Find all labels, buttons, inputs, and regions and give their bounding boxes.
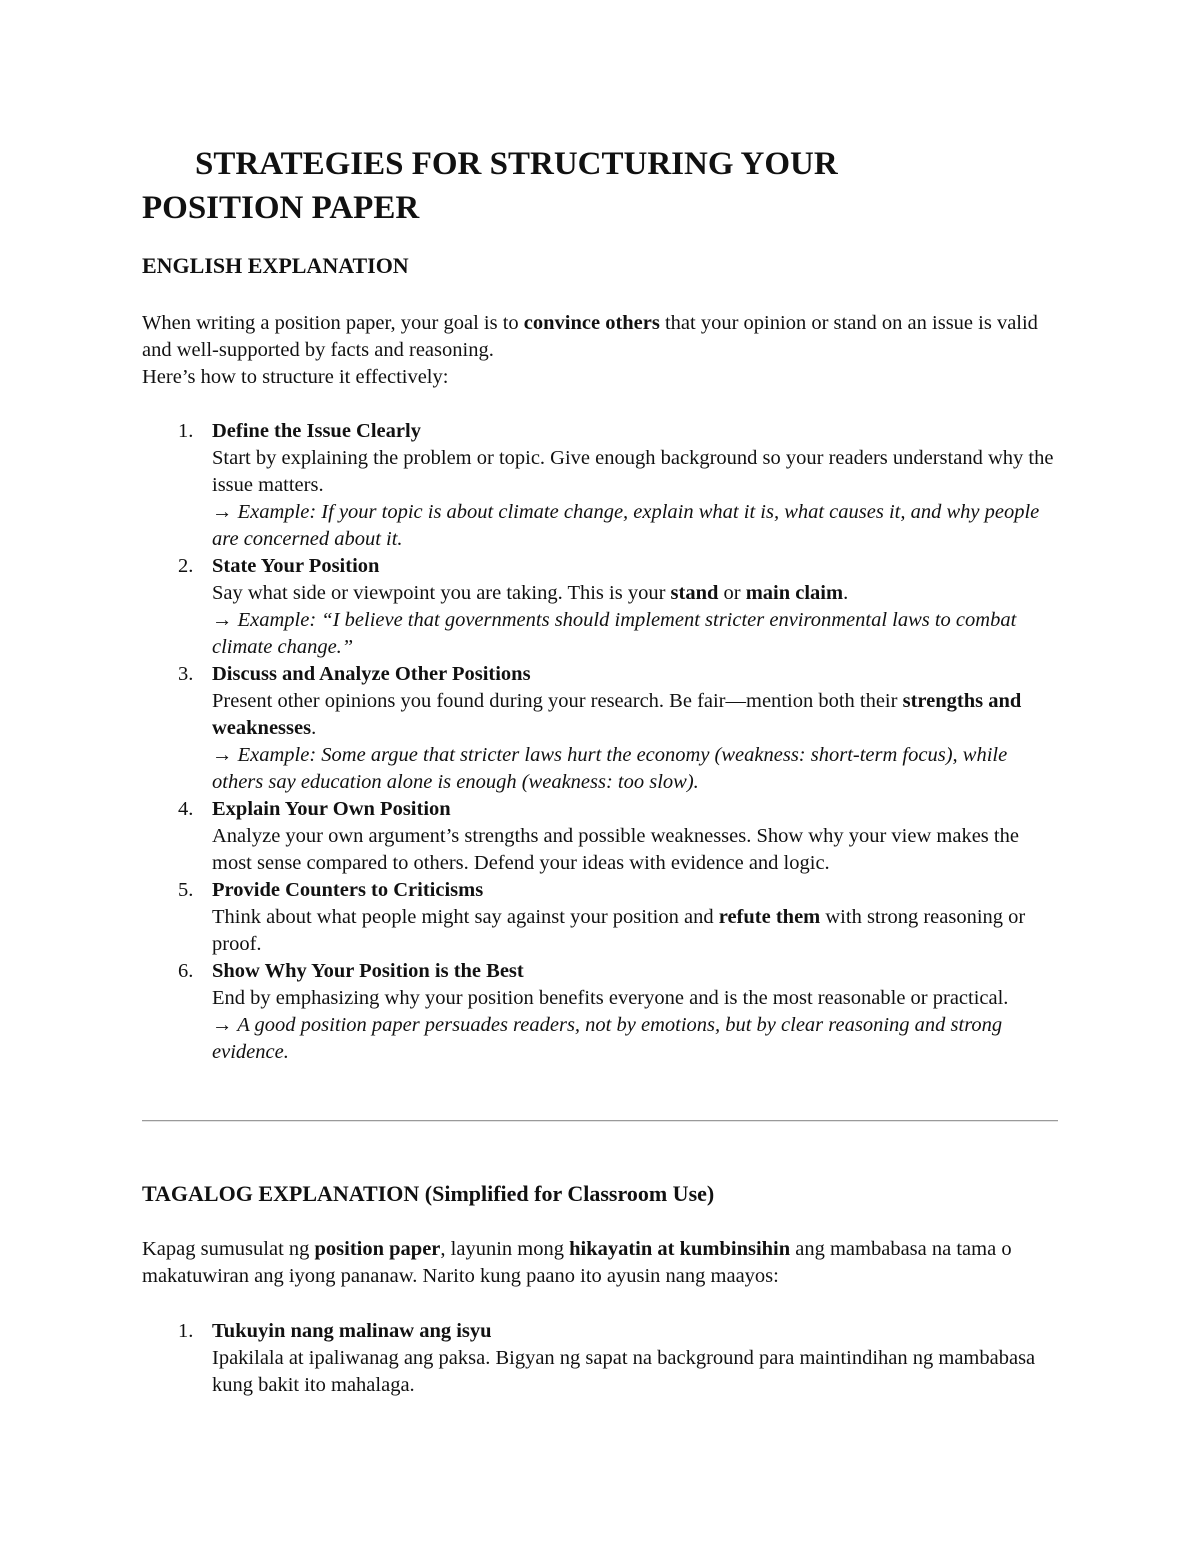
tagalog-steps-list [142,1318,1060,1399]
english-steps-list [142,418,1060,1066]
list-item: 5. Provide Counters to Criticisms Think about what people might say against your position and refute them with strong reasoning or proof. [178,879,1026,955]
title-line-2: POSITION PAPER [142,190,420,226]
english-intro: When writing a position paper, your goal is to convince others that your opinion or stand on an issue is valid and well-supported by facts and reasoning. [142,312,1038,361]
list-item: 3. Discuss and Analyze Other Positions Present other opinions you found during your research. Be fair—mention both their strengths and weaknesses. → Example: Some argue that stricter laws hurt the economy (weakness: short-term focus), while others say education alone is enough (weakness: too slow). [178,663,1022,793]
example-text: → Example: “I believe that governments should implement stricter environmental laws to combat climate change.” [212,609,1017,658]
tagalog-intro: Kapag sumusulat ng position paper, layunin mong hikayatin at kumbinsihin ang mambabasa na tama o makatuwiran ang iyong pananaw. Narito kung paano ito ayusin nang maayos: [142,1238,1012,1287]
document-title [142,142,1060,230]
tagalog-heading: TAGALOG EXPLANATION (Simplified for Classroom Use) [142,1181,715,1206]
list-item: 1. Define the Issue Clearly Start by explaining the problem or topic. Give enough background so your readers understand why the issue matters. → Example: If your topic is about climate change, explain what it is, what causes it, and why people are concerned about it. [178,420,1054,550]
title-line-1: STRATEGIES FOR STRUCTURING YOUR [195,146,838,182]
english-how-to: Here’s how to structure it effectively: [142,366,449,388]
list-item: 1. Tukuyin nang malinaw ang isyu Ipakilala at ipaliwanag ang paksa. Bigyan ng sapat na background para maintindihan ng mambabasa kung bakit ito mahalaga. [178,1320,1036,1396]
list-item: 6. Show Why Your Position is the Best End by emphasizing why your position benefits everyone and is the most reasonable or practical. → A good position paper persuades readers, not by emotions, but by clear reasoning and strong evidence. [178,960,1009,1063]
list-item: 4. Explain Your Own Position Analyze your own argument’s strengths and possible weaknesses. Show why your view makes the most sense compared to others. Defend your ideas with evidence and logic. [178,798,1019,874]
section-divider [142,1120,1058,1122]
example-text: → Example: If your topic is about climate change, explain what it is, what causes it, and why people are concerned about it. [212,501,1040,550]
english-heading: ENGLISH EXPLANATION [142,253,409,278]
list-item: 2. State Your Position Say what side or viewpoint you are taking. This is your stand or main claim. → Example: “I believe that governments should implement stricter environmental laws to combat climate change.” [178,555,1017,658]
example-text: → Example: Some argue that stricter laws hurt the economy (weakness: short-term focus), while others say education alone is enough (weakness: too slow). [212,744,1008,793]
example-text: → A good position paper persuades readers, not by emotions, but by clear reasoning and strong evidence. [212,1014,1003,1063]
